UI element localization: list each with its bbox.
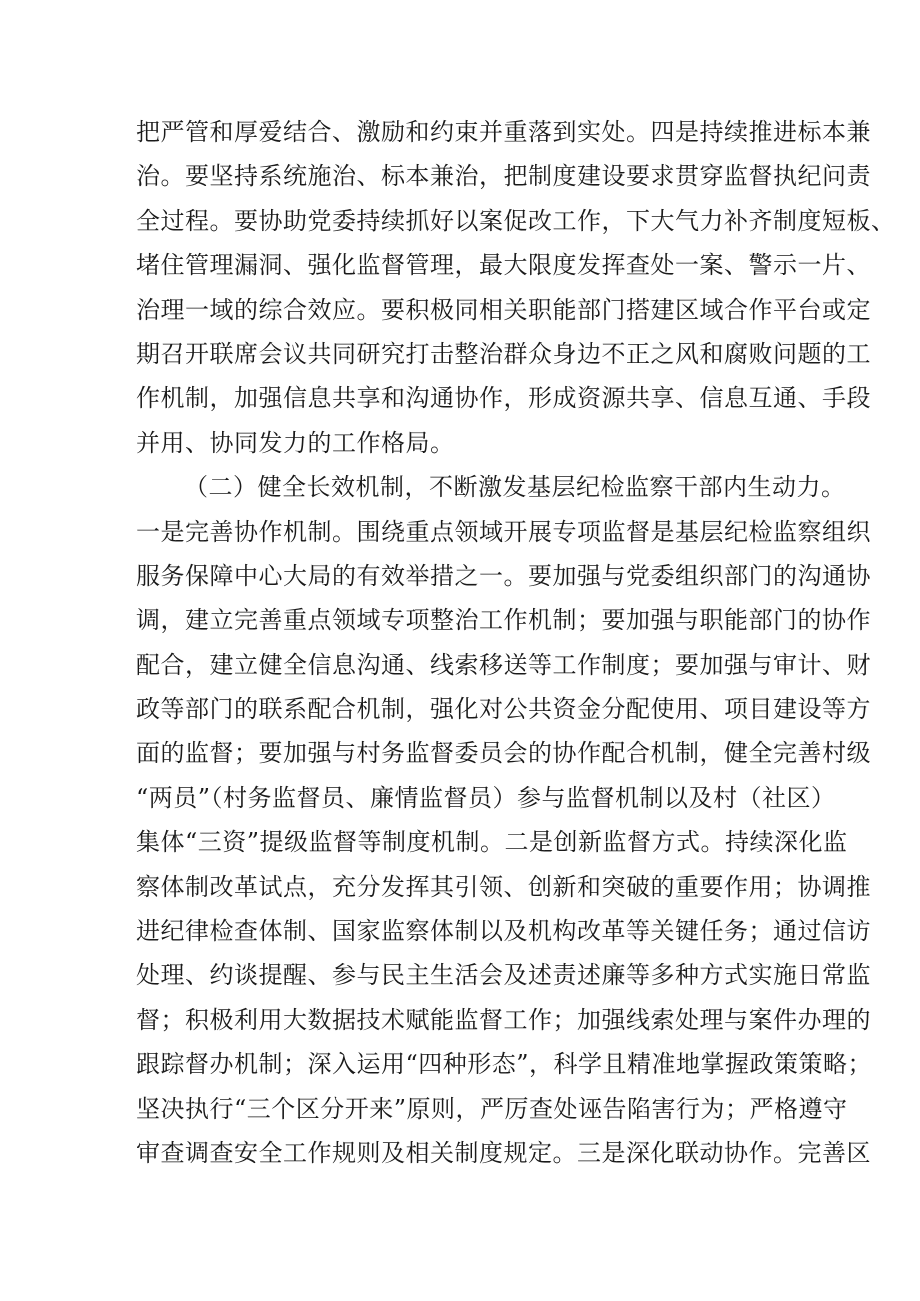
text-line: 调，建立完善重点领域专项整治工作机制；要加强与职能部门的协作 [136, 606, 871, 635]
section-heading: （二）健全长效机制，不断激发基层纪检监察干部内生动力。 [184, 473, 846, 502]
text-line: 集体“三资”提级监督等制度机制。二是创新监督方式。持续深化监 [136, 828, 848, 857]
text-line: 察体制改革试点，充分发挥其引领、创新和突破的重要作用；协调推 [136, 872, 871, 901]
text-line: 配合，建立健全信息沟通、线索移送等工作制度；要加强与审计、财 [136, 650, 871, 679]
text-line: 面的监督；要加强与村务监督委员会的协作配合机制，健全完善村级 [136, 739, 871, 768]
text-line: 进纪律检查体制、国家监察体制以及机构改革等关键任务；通过信访 [136, 917, 871, 946]
text-line: 服务保障中心大局的有效举措之一。要加强与党委组织部门的沟通协 [136, 561, 871, 590]
text-line: 作机制，加强信息共享和沟通协作，形成资源共享、信息互通、手段 [136, 384, 871, 413]
text-line: 审查调查安全工作规则及相关制度规定。三是深化联动协作。完善区 [136, 1138, 871, 1167]
text-line: 督；积极利用大数据技术赋能监督工作；加强线索处理与案件办理的 [136, 1005, 871, 1034]
text-line: “两员”（村务监督员、廉情监督员）参与监督机制以及村（社区） [136, 783, 836, 812]
text-line: 并用、协同发力的工作格局。 [136, 428, 455, 457]
text-line: 跟踪督办机制；深入运用“四种形态”，科学且精准地掌握政策策略； [136, 1050, 873, 1079]
text-line: 把严管和厚爱结合、激励和约束并重落到实处。四是持续推进标本兼 [136, 118, 871, 146]
text-line: 坚决执行“三个区分开来”原则，严厉查处诬告陷害行为；严格遵守 [136, 1094, 848, 1123]
text-line: 期召开联席会议共同研究打击整治群众身边不正之风和腐败问题的工 [136, 339, 871, 368]
text-line: 处理、约谈提醒、参与民主生活会及述责述廉等多种方式实施日常监 [136, 961, 871, 990]
text-line: 治。要坚持系统施治、标本兼治，把制度建设要求贯穿监督执纪问责 [136, 162, 871, 191]
text-line: 全过程。要协助党委持续抓好以案促改工作，下大气力补齐制度短板、 [136, 206, 896, 235]
text-line: 一是完善协作机制。围绕重点领域开展专项监督是基层纪检监察组织 [136, 517, 871, 546]
body-text [136, 110, 896, 1175]
text-line: 堵住管理漏洞、强化监督管理，最大限度发挥查处一案、警示一片、 [136, 251, 871, 280]
text-line: 政等部门的联系配合机制，强化对公共资金分配使用、项目建设等方 [136, 695, 871, 724]
text-line: 治理一域的综合效应。要积极同相关职能部门搭建区域合作平台或定 [136, 295, 871, 324]
